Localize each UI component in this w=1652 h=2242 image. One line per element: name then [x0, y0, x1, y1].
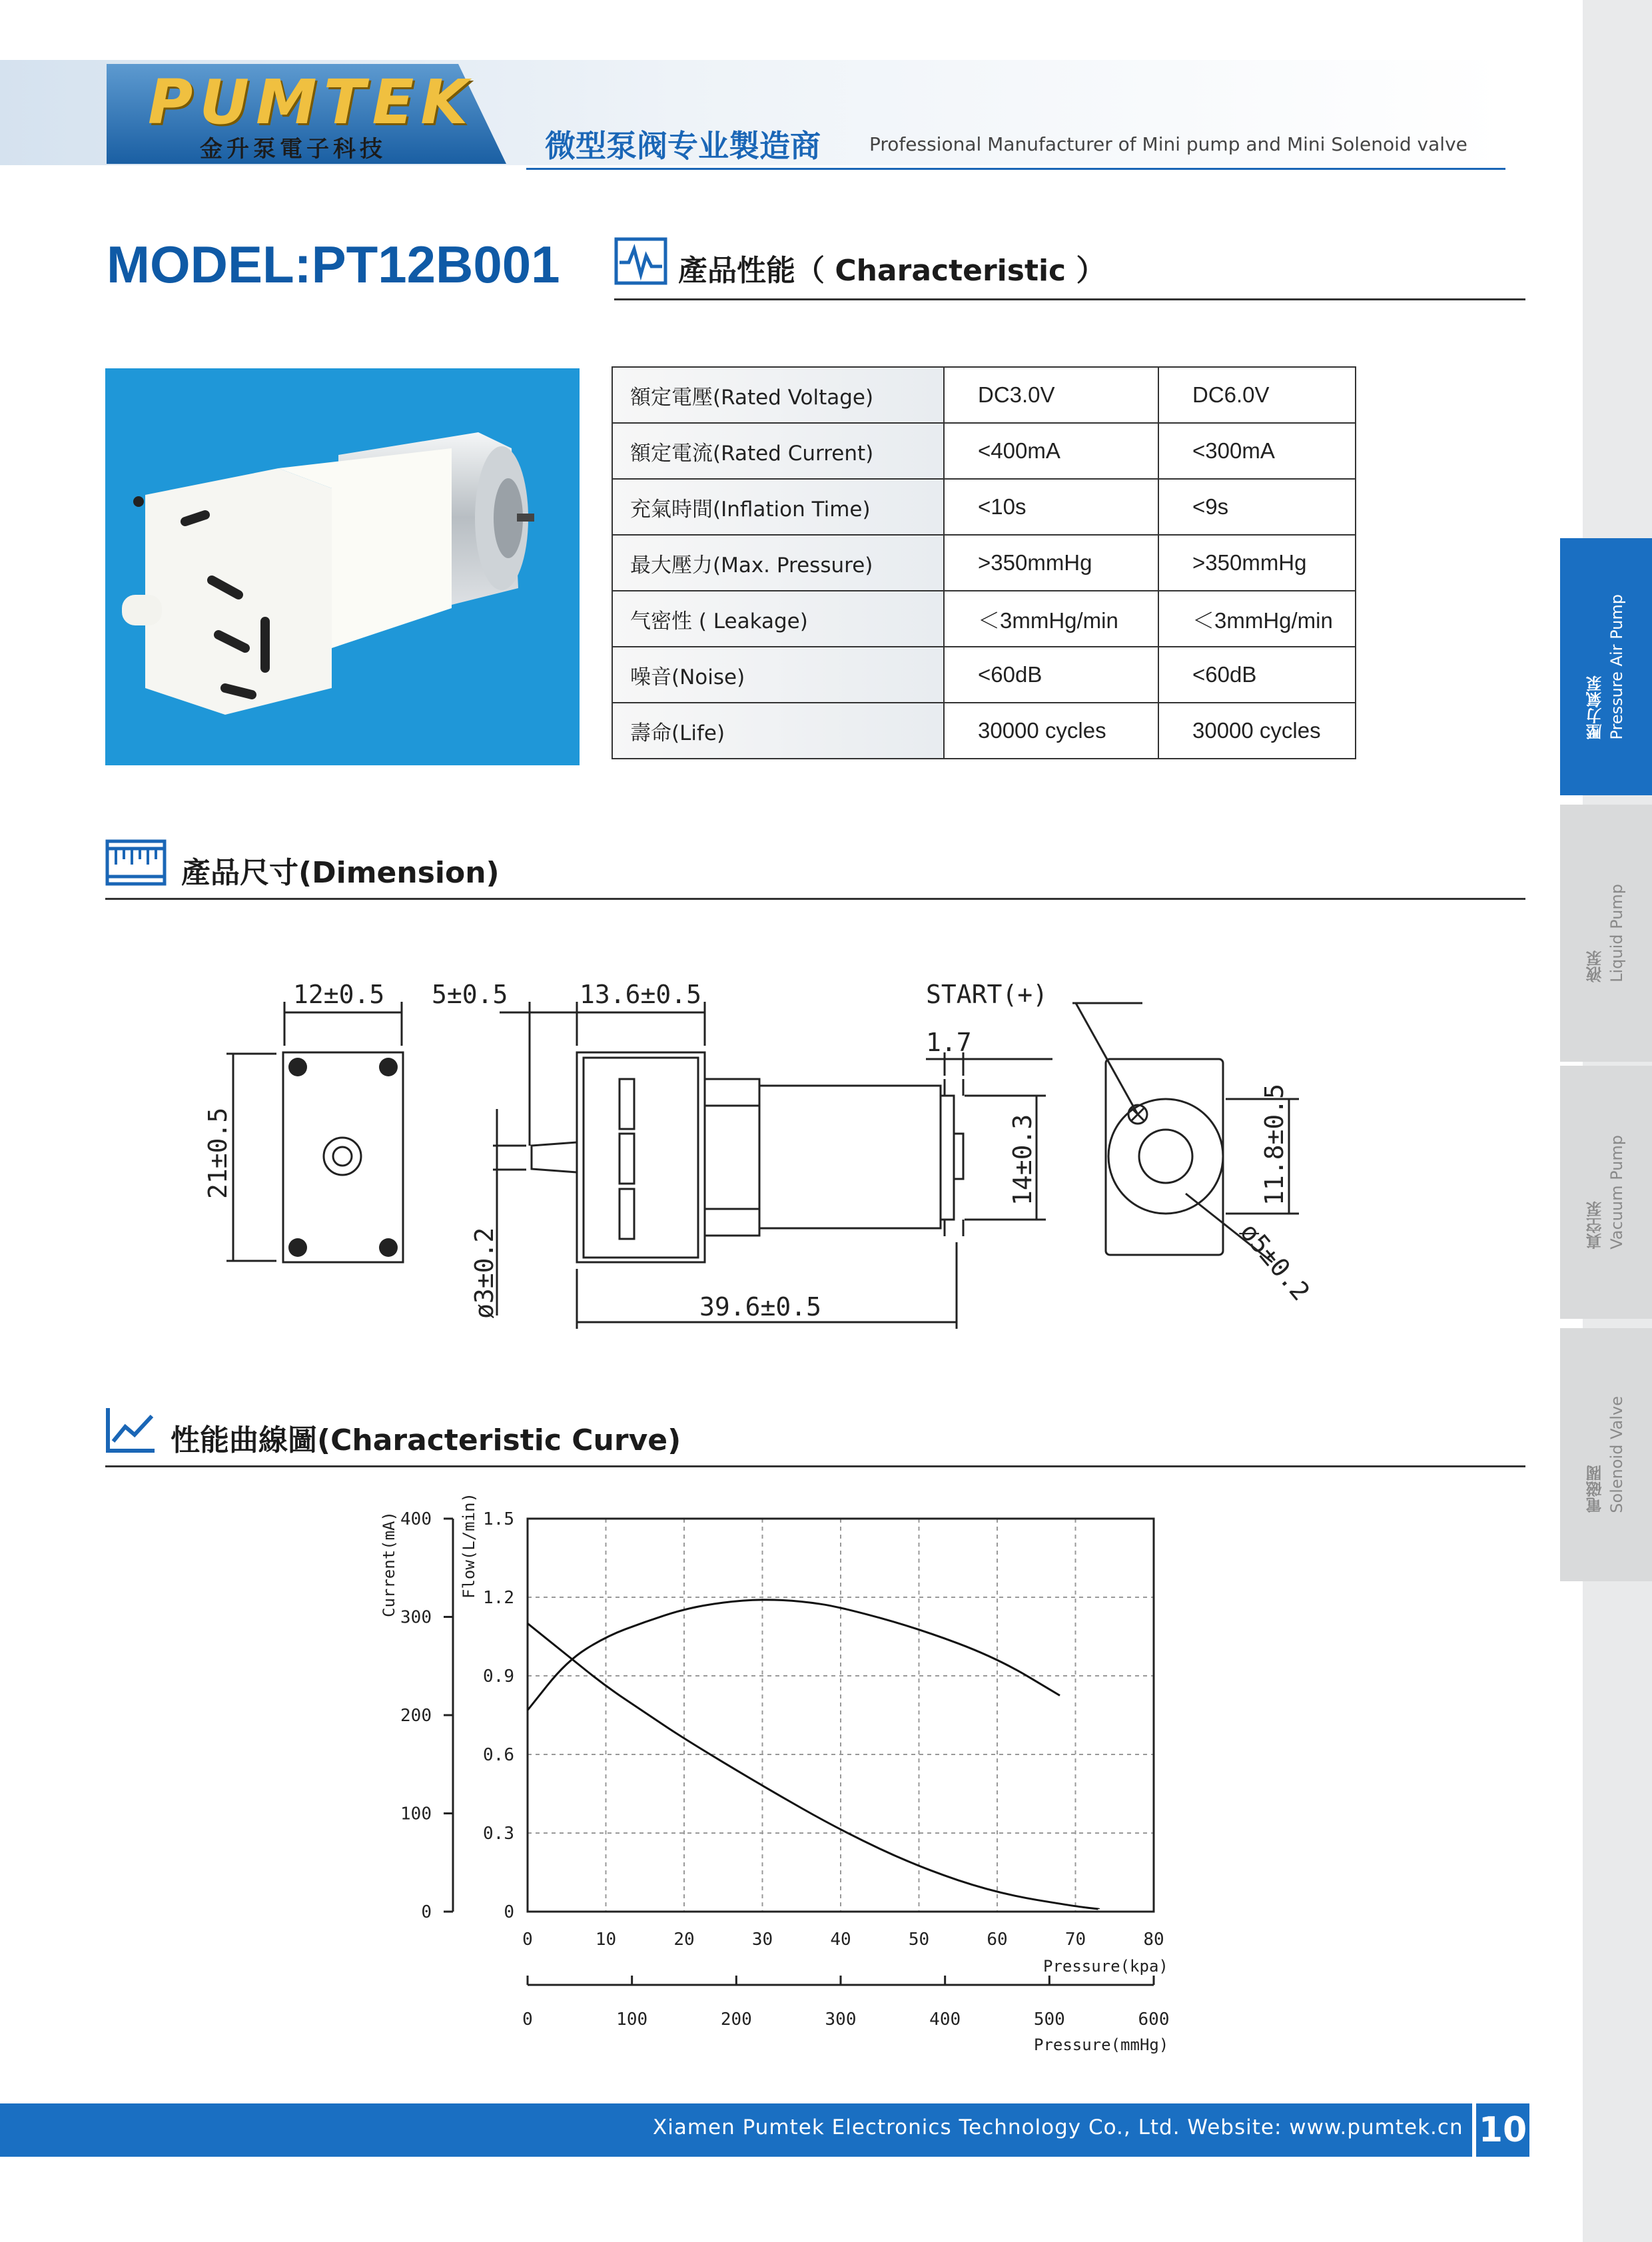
characteristic-chart [0, 1492, 1232, 2078]
dim-motor-diameter: 14±0.3 [1008, 1114, 1037, 1206]
tick-label-mmhg: 500 [1033, 2010, 1065, 2030]
section-title-curve: 性能曲線圖(Characteristic Curve) [171, 1423, 681, 1457]
tick-label-current: 0 [421, 1902, 432, 1922]
tick-label-kpa: 80 [1143, 1930, 1164, 1950]
tick-label-mmhg: 200 [720, 2010, 752, 2030]
chart-axes [453, 1519, 1154, 1985]
logo-text: PUMTEK [148, 67, 475, 138]
ylabel-flow: Flow(L/min) [460, 1493, 478, 1599]
spec-value-3v: DC3.0V [944, 367, 1158, 423]
tick-label-mmhg: 300 [825, 2010, 857, 2030]
section-title-characteristic: 產品性能（ Characteristic ） [678, 254, 1106, 288]
tick-label-current: 400 [400, 1509, 432, 1529]
tab-liquid-pump[interactable] [1560, 805, 1652, 1062]
spec-label: 額定電壓(Rated Voltage) [612, 367, 944, 423]
section-title-dimension: 產品尺寸(Dimension) [181, 856, 500, 890]
tab-label-cn: 真空泵 [1586, 1201, 1605, 1250]
tab-solenoid-valve[interactable] [1560, 1328, 1652, 1581]
spec-value-6v: <60dB [1158, 647, 1356, 703]
flow-curve [528, 1623, 1099, 1909]
table-row [612, 703, 1356, 759]
section-divider [614, 298, 1525, 300]
spec-label: 充氣時間(Inflation Time) [612, 479, 944, 535]
dim-inner-height: 11.8±0.5 [1260, 1083, 1289, 1206]
tick-label-current: 200 [400, 1706, 432, 1726]
tick-label-kpa: 50 [908, 1930, 930, 1950]
spec-value-6v: <300mA [1158, 423, 1356, 479]
xlabel-mmhg: Pressure(mmHg) [1034, 2036, 1169, 2054]
spec-value-6v: <9s [1158, 479, 1356, 535]
section-divider [105, 898, 1525, 900]
tick-label-kpa: 60 [987, 1930, 1008, 1950]
tick-label-flow: 1.5 [483, 1509, 514, 1529]
table-row [612, 423, 1356, 479]
dim-total-length: 39.6±0.5 [699, 1292, 822, 1321]
section-divider [105, 1465, 1525, 1467]
product-photo [105, 368, 580, 765]
tick-label-flow: 1.2 [483, 1588, 514, 1608]
current-curve [528, 1600, 1060, 1710]
tick-label-mmhg: 600 [1138, 2010, 1170, 2030]
spec-value-3v: <60dB [944, 647, 1158, 703]
tab-label-en: Liquid Pump [1607, 884, 1626, 982]
tab-label-en: Vacuum Pump [1607, 1135, 1626, 1250]
dim-nozzle-length: 5±0.5 [432, 980, 508, 1009]
tick-label-kpa: 70 [1064, 1930, 1086, 1950]
front-view-body [283, 1052, 403, 1262]
table-row [612, 535, 1356, 591]
chart-curves [528, 1600, 1099, 1909]
spec-value-3v: >350mmHg [944, 535, 1158, 591]
spec-label: 最大壓力(Max. Pressure) [612, 535, 944, 591]
page-number: 10 [1472, 2103, 1529, 2157]
chart-grid [528, 1519, 1154, 1912]
chart-ticks [400, 1509, 1169, 2030]
model-title: MODEL:PT12B001 [107, 235, 560, 294]
tick-label-flow: 0.6 [483, 1745, 514, 1765]
table-row [612, 591, 1356, 647]
spec-label: 气密性 ( Leakage) [612, 591, 944, 647]
spec-value-3v: <10s [944, 479, 1158, 535]
tick-label-current: 300 [400, 1607, 432, 1628]
footer-text: Xiamen Pumtek Electronics Technology Co., Ltd. Website: www.pumtek.cn [653, 2115, 1463, 2139]
slogan-english: Professional Manufacturer of Mini pump and Mini Solenoid valve [869, 133, 1467, 155]
spec-label: 噪音(Noise) [612, 647, 944, 703]
line-chart-icon [105, 1407, 156, 1453]
tab-label-cn: 液泵 [1586, 950, 1605, 982]
tick-label-kpa: 20 [673, 1930, 695, 1950]
slogan-chinese: 微型泵阀专业製造商 [545, 128, 821, 164]
tab-pressure-air-pump[interactable] [1560, 538, 1652, 795]
tick-label-mmhg: 0 [522, 2010, 533, 2030]
tick-label-mmhg: 400 [929, 2010, 961, 2030]
tick-label-kpa: 0 [522, 1930, 533, 1950]
tab-label-cn: 電磁閥 [1586, 1465, 1605, 1513]
waveform-icon [614, 237, 667, 285]
tab-label-en: Solenoid Valve [1607, 1396, 1626, 1513]
spec-table [612, 366, 1356, 759]
dim-start-label: START(+) [926, 980, 1048, 1009]
tick-label-flow: 0.3 [483, 1824, 514, 1844]
corner-screws [288, 1058, 398, 1257]
header-divider [526, 168, 1505, 170]
spec-label: 額定電流(Rated Current) [612, 423, 944, 479]
tick-label-kpa: 40 [830, 1930, 851, 1950]
dimension-drawing [0, 946, 1492, 1345]
spec-label: 壽命(Life) [612, 703, 944, 759]
ylabel-current: Current(mA) [380, 1511, 398, 1617]
table-row [612, 647, 1356, 703]
table-row [612, 479, 1356, 535]
dim-width: 12±0.5 [293, 980, 385, 1009]
tab-label-en: Pressure Air Pump [1607, 593, 1626, 740]
tick-label-flow: 0 [504, 1902, 514, 1922]
spec-value-6v: ＜3mmHg/min [1158, 591, 1356, 647]
dim-shaft-diameter: ø5±0.2 [1234, 1217, 1316, 1306]
table-row [612, 367, 1356, 423]
dim-terminal: 1.7 [926, 1028, 972, 1057]
tab-vacuum-pump[interactable] [1560, 1066, 1652, 1319]
logo-subtitle: 金升泵電子科技 [200, 136, 386, 163]
tick-label-kpa: 30 [751, 1930, 773, 1950]
tick-label-flow: 0.9 [483, 1667, 514, 1686]
spec-value-3v: 30000 cycles [944, 703, 1158, 759]
spec-value-6v: >350mmHg [1158, 535, 1356, 591]
tick-label-kpa: 10 [595, 1930, 617, 1950]
dim-head-length: 13.6±0.5 [580, 980, 702, 1009]
spec-value-6v: 30000 cycles [1158, 703, 1356, 759]
tick-label-mmhg: 100 [616, 2010, 648, 2030]
ruler-icon [105, 839, 167, 886]
tab-label-cn: 壓力氣泵 [1586, 675, 1605, 740]
dim-nozzle-diameter: ø3±0.2 [470, 1227, 499, 1319]
xlabel-kpa: Pressure(kpa) [1043, 1957, 1168, 1976]
dim-height: 21±0.5 [203, 1107, 232, 1199]
spec-value-3v: ＜3mmHg/min [944, 591, 1158, 647]
spec-value-3v: <400mA [944, 423, 1158, 479]
spec-value-6v: DC6.0V [1158, 367, 1356, 423]
tick-label-current: 100 [400, 1804, 432, 1824]
